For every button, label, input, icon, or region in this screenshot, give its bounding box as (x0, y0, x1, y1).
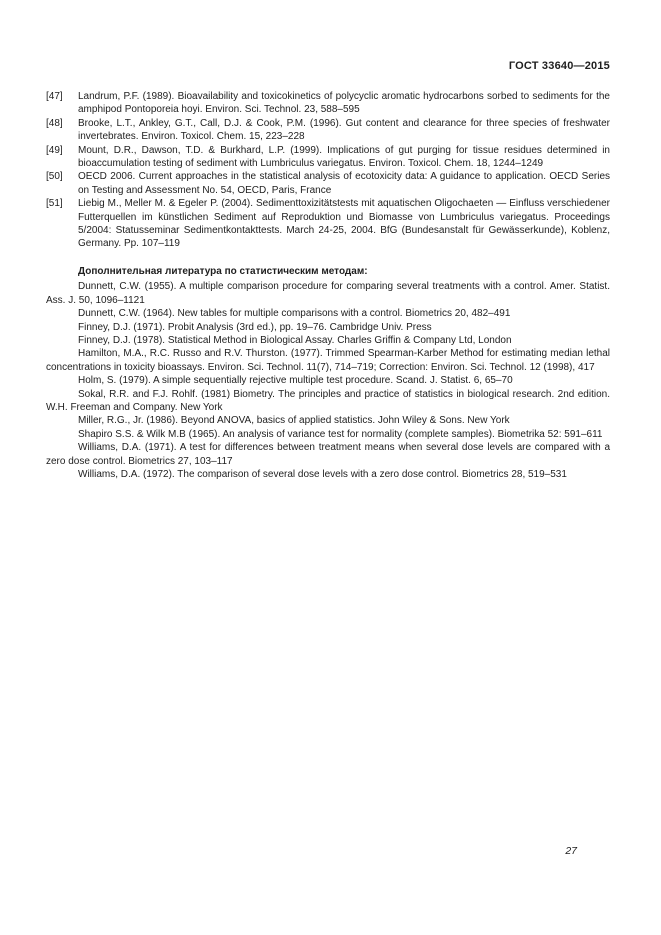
page-content (46, 90, 610, 481)
bibliography-entry: Dunnett, C.W. (1964). New tables for multiple comparisons with a control. Biometrics 20, 482–491 (78, 308, 511, 320)
bibliography-entry: Finney, D.J. (1978). Statistical Method in Biological Assay. Charles Griffin & Company Ltd, London (78, 334, 512, 346)
bibliography-entry: Sokal, R.R. and F.J. Rohlf. (1981) Biometry. The principles and practice of statistics in biological research. 2nd edition. W.H. Freeman and Company. New York (46, 388, 610, 413)
bibliography-entry: Hamilton, M.A., R.C. Russo and R.V. Thurston. (1977). Trimmed Spearman-Karber Method for estimating median lethal concentrations in toxicity bioassays. Environ. Sci. Technol. 11(7), 714–719; Correction: Environ. Sci. Technol. 12 (1998), 417 (46, 348, 610, 373)
reference-number: [49] (46, 144, 63, 156)
bibliography-entry: Holm, S. (1979). A simple sequentially rejective multiple test procedure. Scand. J. Statist. 6, 65–70 (78, 375, 513, 387)
reference-item (46, 197, 610, 251)
page-header (46, 56, 610, 74)
reference-text: OECD 2006. Current approaches in the statistical analysis of ecotoxicity data: A guidance to application. OECD Series on Testing and Assessment No. 54, OECD, Paris, France (78, 171, 610, 196)
page-number: 27 (565, 845, 577, 857)
standard-number: ГОСТ 33640—2015 (508, 60, 610, 72)
reference-text: Mount, D.R., Dawson, T.D. & Burkhard, L.P. (1999). Implications of gut purging for tissue residues determined in bioaccumulation testing of sediment with Lumbriculus variegatus. Environ. Toxicol. Chem. 18, 1244–1249 (78, 144, 610, 170)
references-list (46, 90, 610, 251)
page-footer (0, 841, 577, 859)
bibliography-entry: Williams, D.A. (1972). The comparison of several dose levels with a zero dose control. Biometrics 28, 519–531 (78, 468, 567, 480)
reference-text: Landrum, P.F. (1989). Bioavailability and toxicokinetics of polycyclic aromatic hydrocarbons sorbed to sediments for the amphipod Pontoporeia hoyi. Environ. Sci. Technol. 23, 588–595 (78, 91, 610, 116)
bibliography-entry: Shapiro S.S. & Wilk M.B (1965). An analysis of variance test for normality (complete samples). Biometrika 52: 591–611 (78, 428, 603, 440)
bibliography-entry: Miller, R.G., Jr. (1986). Beyond ANOVA, basics of applied statistics. John Wiley & Sons. New York (78, 415, 510, 427)
section-heading: Дополнительная литература по статистическим методам: (78, 265, 368, 277)
reference-item (46, 144, 610, 171)
statistical-literature-section (46, 265, 610, 482)
reference-number: [51] (46, 198, 63, 210)
reference-item (46, 90, 610, 117)
reference-number: [48] (46, 117, 63, 129)
bibliography-entry: Finney, D.J. (1971). Probit Analysis (3rd ed.), pp. 19–76. Cambridge Univ. Press (78, 321, 432, 333)
bibliography-entry: Williams, D.A. (1971). A test for differences between treatment means when several dose levels are compared with a zero dose control. Biometrics 27, 103–117 (46, 442, 610, 467)
reference-number: [50] (46, 171, 63, 183)
reference-number: [47] (46, 91, 63, 102)
bibliography-entry: Dunnett, C.W. (1955). A multiple comparison procedure for comparing several treatments with a control. Amer. Statist. Ass. J. 50, 1096–1121 (46, 281, 610, 306)
reference-text: Brooke, L.T., Ankley, G.T., Call, D.J. & Cook, P.M. (1996). Gut content and clearance for three species of freshwater invertebrates. Environ. Toxicol. Chem. 15, 223–228 (78, 117, 610, 143)
reference-text: Liebig M., Meller M. & Egeler P. (2004). Sedimenttoxizitätstests mit aquatischen Oligochaeten — Einfluss verschiedener Futterquellen im künstlichen Sediment auf Reproduktion und Biomasse von Lumbriculus variegatus. Proceedings 5/2004: Statusseminar Sedimentkontakttests. March 24-25, 2004. BfG (Bundesanstalt für Gewässerkunde), Koblenz, Germany. Pp. 107–119 (78, 198, 610, 250)
reference-item (46, 170, 610, 197)
reference-item (46, 117, 610, 144)
